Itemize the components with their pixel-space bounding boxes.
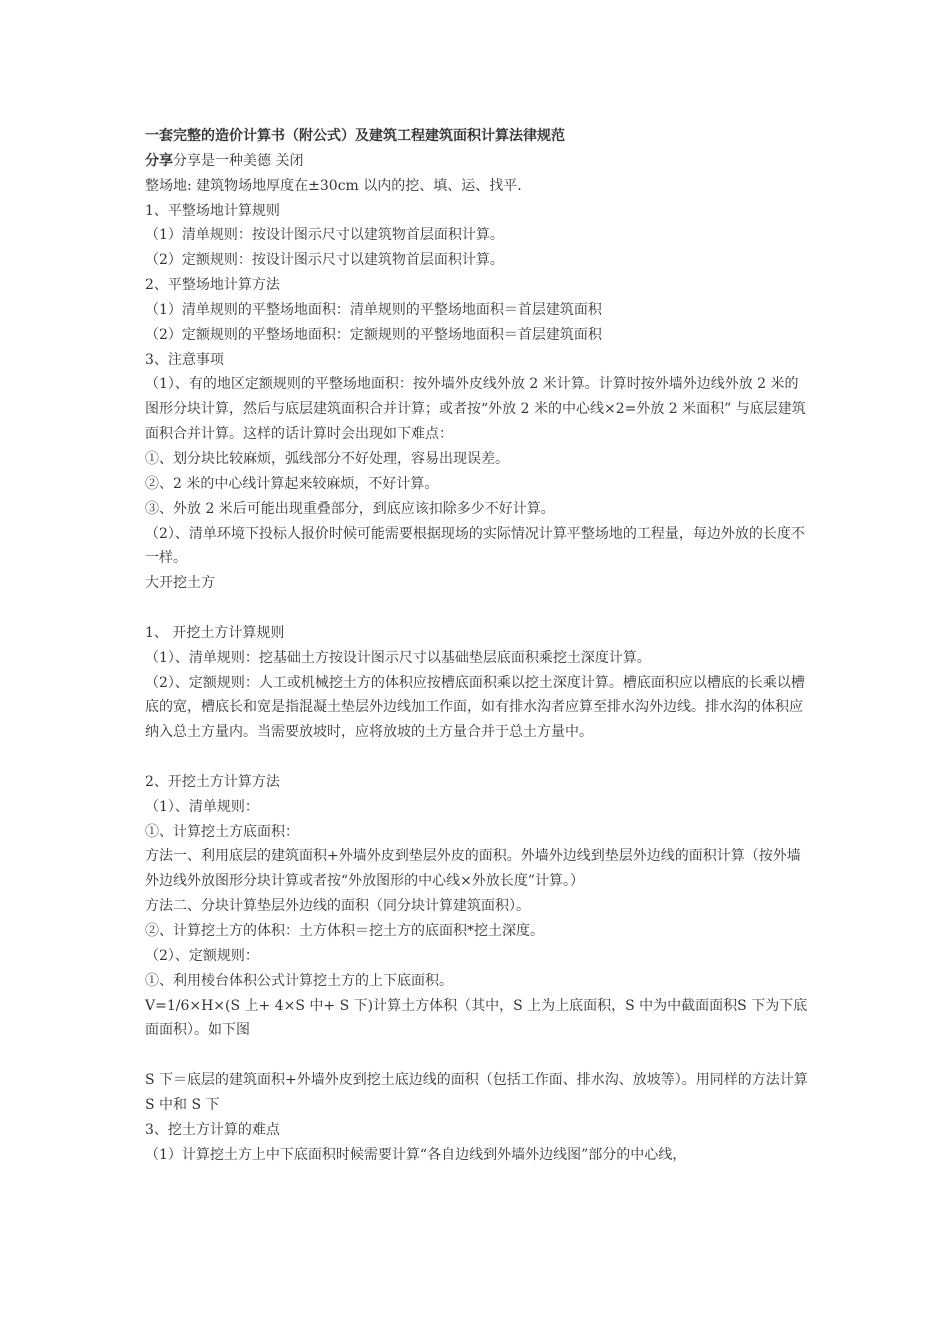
paragraph: （1）、清单规则：挖基础土方按设计图示尺寸以基础垫层底面积乘挖土深度计算。 bbox=[145, 649, 651, 666]
paragraph: 大开挖土方 bbox=[145, 575, 215, 592]
document-body bbox=[145, 124, 810, 1167]
share-text: 分享是一种美德 关闭 bbox=[173, 152, 304, 169]
paragraph: （2）定额规则：按设计图示尺寸以建筑物首层面积计算。 bbox=[145, 252, 504, 269]
paragraph: 1、 开挖土方计算规则 bbox=[145, 624, 285, 641]
paragraph: ③、外放 2 米后可能出现重叠部分，到底应该扣除多少不好计算。 bbox=[145, 500, 555, 517]
paragraph: （2）、清单环境下投标人报价时候可能需要根据现场的实际情况计算平整场地的工程量，每边外放的长度不一样。 bbox=[145, 525, 805, 567]
paragraph: （1）、有的地区定额规则的平整场地面积：按外墙外皮线外放 2 米计算。计算时按外墙外边线外放 2 米的图形分块计算，然后与底层建筑面积合并计算；或者按“外放 2 米的中心线×2=外放 2 米面积” 与底层建筑面积合并计算。这样的话计算时会出现如下难点： bbox=[145, 376, 806, 443]
blank-line bbox=[145, 1043, 810, 1068]
paragraph: 3、注意事项 bbox=[145, 351, 224, 368]
paragraph: 2、平整场地计算方法 bbox=[145, 277, 280, 294]
paragraph: ②、计算挖土方的体积：土方体积＝挖土方的底面积*挖土深度。 bbox=[145, 923, 544, 939]
paragraph: 整场地: 建筑物场地厚度在±30cm 以内的挖、填、运、找平. bbox=[145, 177, 522, 194]
paragraph: （1）、清单规则： bbox=[145, 798, 259, 815]
paragraph: 方法一、利用底层的建筑面积+外墙外皮到垫层外皮的面积。外墙外边线到垫层外边线的面积计算（按外墙外边线外放图形分块计算或者按“外放图形的中心线×外放长度”计算。） bbox=[145, 848, 801, 890]
paragraph: 1、平整场地计算规则 bbox=[145, 202, 280, 219]
paragraph: ①、计算挖土方底面积： bbox=[145, 823, 299, 840]
paragraph: 方法二、分块计算垫层外边线的面积（同分块计算建筑面积）。 bbox=[145, 898, 530, 915]
share-line bbox=[145, 149, 810, 174]
blank-line bbox=[145, 745, 810, 770]
paragraph: ②、2 米的中心线计算起来较麻烦，不好计算。 bbox=[145, 475, 439, 492]
paragraph: （1）计算挖土方上中下底面积时候需要计算“各自边线到外墙外边线图”部分的中心线， bbox=[145, 1146, 687, 1163]
paragraph: （2）、定额规则：人工或机械挖土方的体积应按槽底面积乘以挖土深度计算。槽底面积应以槽底的长乘以槽底的宽，槽底长和宽是指混凝土垫层外边线加工作面，如有排水沟者应算至排水沟外边线。排水沟的体积应纳入总土方量内。当需要放坡时，应将放坡的土方量合并于总土方量中。 bbox=[145, 674, 805, 741]
paragraph: S 下＝底层的建筑面积+外墙外皮到挖土底边线的面积（包括工作面、排水沟、放坡等）。用同样的方法计算 S 中和 S 下 bbox=[145, 1072, 808, 1113]
blank-line bbox=[145, 596, 810, 621]
paragraph: （1）清单规则：按设计图示尺寸以建筑物首层面积计算。 bbox=[145, 227, 504, 244]
paragraph: 2、开挖土方计算方法 bbox=[145, 773, 280, 790]
paragraph: ①、划分块比较麻烦，弧线部分不好处理，容易出现误差。 bbox=[145, 450, 509, 467]
document-title: 一套完整的造价计算书（附公式）及建筑工程建筑面积计算法律规范 bbox=[145, 128, 565, 144]
paragraph: （2）定额规则的平整场地面积：定额规则的平整场地面积＝首层建筑面积 bbox=[145, 326, 602, 343]
paragraph: （1）清单规则的平整场地面积：清单规则的平整场地面积＝首层建筑面积 bbox=[145, 301, 602, 318]
paragraph: ①、利用棱台体积公式计算挖土方的上下底面积。 bbox=[145, 972, 453, 989]
share-label[interactable]: 分享 bbox=[145, 152, 173, 169]
paragraph: （2）、定额规则： bbox=[145, 947, 259, 964]
paragraph: 3、挖土方计算的难点 bbox=[145, 1121, 280, 1138]
paragraph: V=1/6×H×(S 上+ 4×S 中+ S 下)计算土方体积（其中，S 上为上底面积，S 中为中截面面积S 下为下底面面积）。如下图 bbox=[145, 997, 808, 1039]
paragraph-list bbox=[145, 174, 810, 1168]
